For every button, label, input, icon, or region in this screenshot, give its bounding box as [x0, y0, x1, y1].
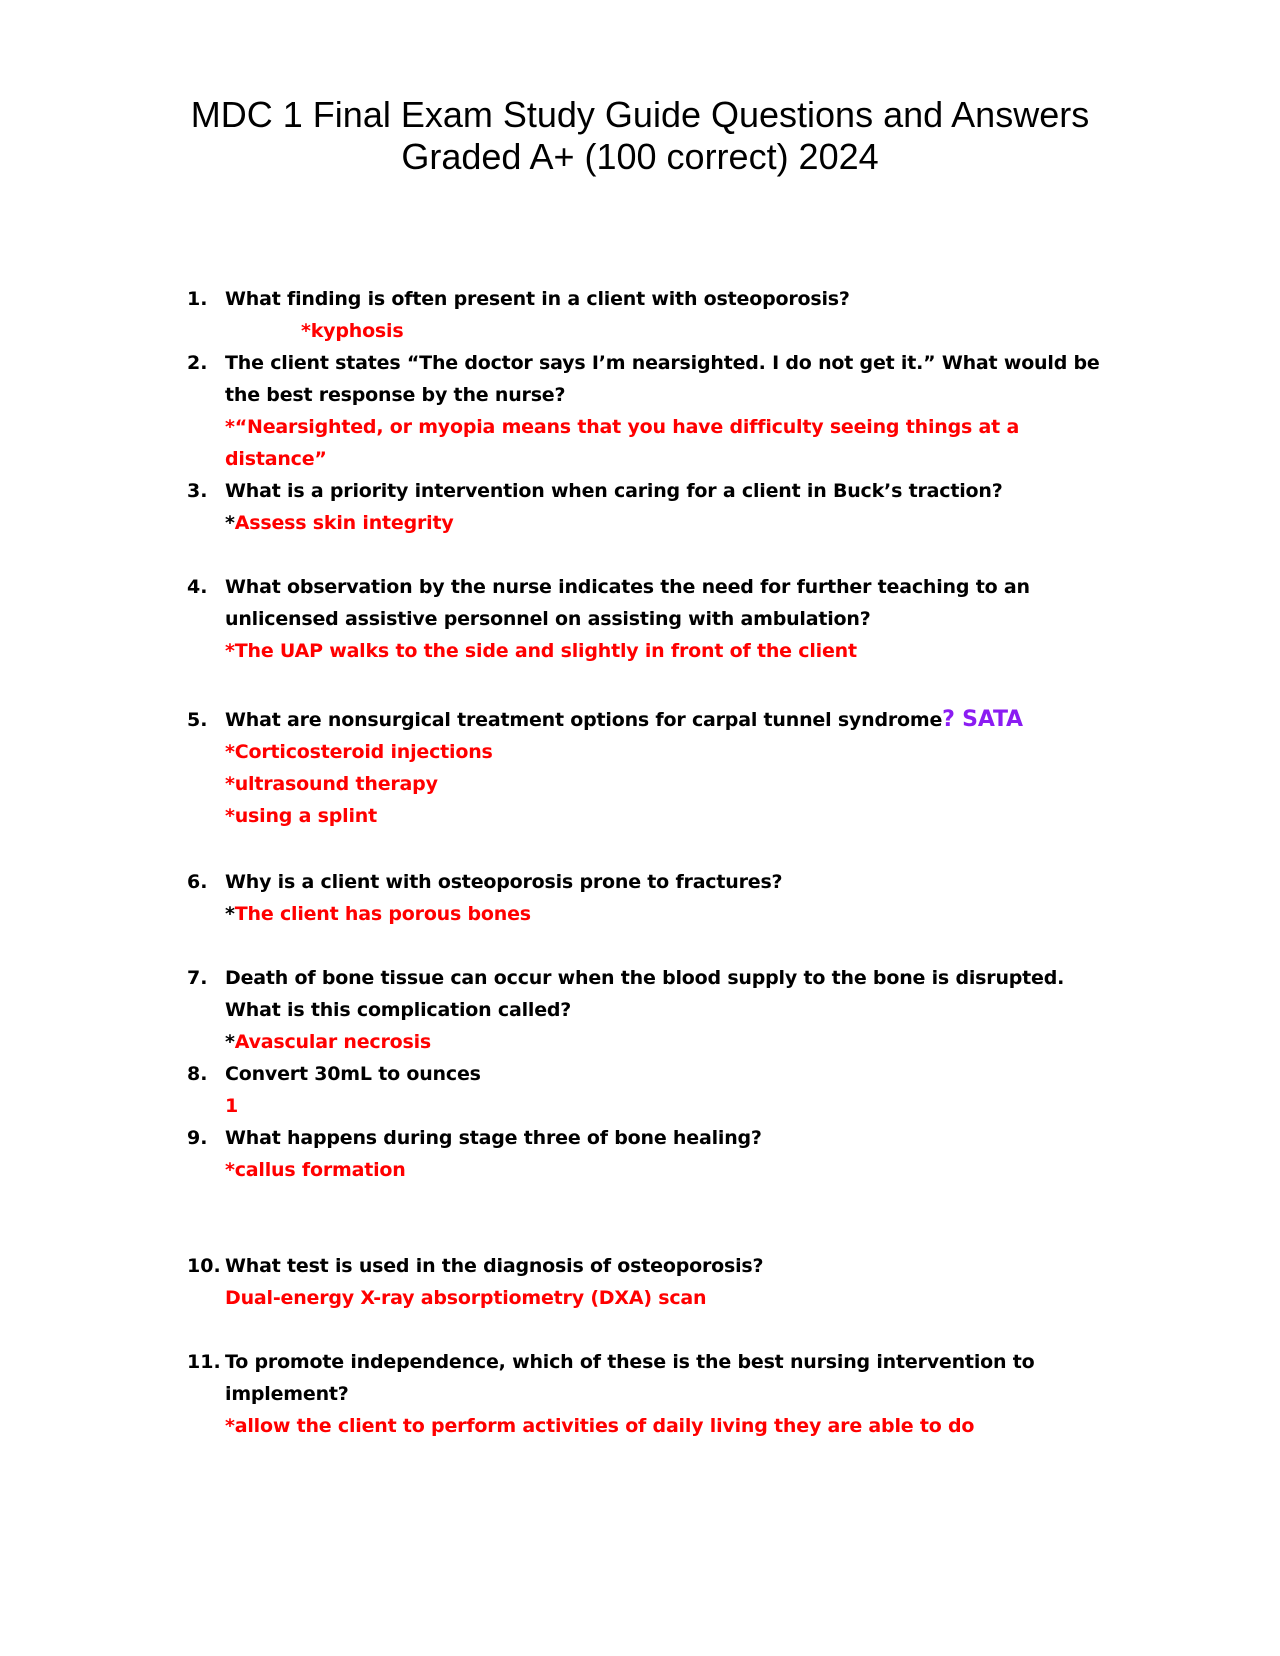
- question-text: What is a priority intervention when caring for a client in Buck’s traction?: [225, 480, 1003, 502]
- question-number: 9.: [187, 1127, 208, 1149]
- question-text: To promote independence, which of these is the best nursing intervention to implement?: [225, 1351, 1035, 1405]
- question-number: 3.: [187, 480, 208, 502]
- question-item-4: [187, 571, 1107, 667]
- question-item-1: [187, 283, 1107, 347]
- question-number: 5.: [187, 709, 208, 731]
- question-number: 7.: [187, 967, 208, 989]
- question-item-9: [187, 1122, 1107, 1186]
- question-number: 1.: [187, 288, 208, 310]
- answer-text: *callus formation: [225, 1159, 406, 1181]
- answer-text: *kyphosis: [301, 320, 404, 342]
- question-item-2: [187, 347, 1107, 475]
- answer-text: The client has porous bones: [234, 903, 531, 925]
- question-item-3: [187, 475, 1107, 539]
- answer-text: *allow the client to perform activities of daily living they are able to do: [225, 1415, 975, 1437]
- question-number: 6.: [187, 871, 208, 893]
- question-text-main: What are nonsurgical treatment options for carpal tunnel syndrome: [225, 709, 943, 731]
- answer-line: [225, 1026, 1107, 1058]
- question-item-8: [187, 1058, 1107, 1122]
- question-number: 11.: [187, 1351, 221, 1373]
- answer-text: *“Nearsighted, or myopia means that you have difficulty seeing things at a distance”: [225, 416, 1020, 470]
- question-item-5: [187, 704, 1107, 832]
- answer-text: Avascular necrosis: [234, 1031, 432, 1053]
- answer-asterisk: *: [225, 903, 235, 925]
- answer-text: Dual-energy X-ray absorptiometry (DXA) scan: [225, 1287, 707, 1309]
- answer-text: 1: [225, 1095, 239, 1117]
- question-text: Death of bone tissue can occur when the blood supply to the bone is disrupted. What is this complication called?: [225, 967, 1065, 1021]
- answer-text: *using a splint: [225, 805, 378, 827]
- answer-text: *The UAP walks to the side and slightly in front of the client: [225, 640, 857, 662]
- question-item-6: [187, 866, 1107, 930]
- question-item-7: [187, 962, 1107, 1058]
- question-text: What finding is often present in a client with osteoporosis?: [225, 288, 850, 310]
- answer-text: *Corticosteroid injections: [225, 741, 493, 763]
- title-line-1: MDC 1 Final Exam Study Guide Questions and Answers: [190, 94, 1090, 136]
- sata-tag: ? SATA: [942, 707, 1023, 732]
- question-number: 10.: [187, 1255, 221, 1277]
- question-text: [225, 704, 1107, 736]
- answer-asterisk: *: [225, 1031, 235, 1053]
- question-text: What observation by the nurse indicates the need for further teaching to an unlicensed assistive personnel on assisting with ambulation?: [225, 576, 1030, 630]
- answer-text: *ultrasound therapy: [225, 773, 438, 795]
- question-item-10: [187, 1250, 1107, 1314]
- question-text: What happens during stage three of bone healing?: [225, 1127, 762, 1149]
- question-text: The client states “The doctor says I’m nearsighted. I do not get it.” What would be the best response by the nurse?: [225, 352, 1100, 406]
- answer-line: [225, 507, 1107, 539]
- answer-text: Assess skin integrity: [234, 512, 454, 534]
- question-text: What test is used in the diagnosis of osteoporosis?: [225, 1255, 764, 1277]
- title-line-2: Graded A+ (100 correct) 2024: [401, 136, 879, 178]
- answer-asterisk: *: [225, 512, 235, 534]
- question-number: 4.: [187, 576, 208, 598]
- question-number: 8.: [187, 1063, 208, 1085]
- answer-line: [225, 898, 1107, 930]
- question-number: 2.: [187, 352, 208, 374]
- question-text: Convert 30mL to ounces: [225, 1063, 481, 1085]
- question-text: Why is a client with osteoporosis prone to fractures?: [225, 871, 783, 893]
- question-item-11: [187, 1346, 1107, 1442]
